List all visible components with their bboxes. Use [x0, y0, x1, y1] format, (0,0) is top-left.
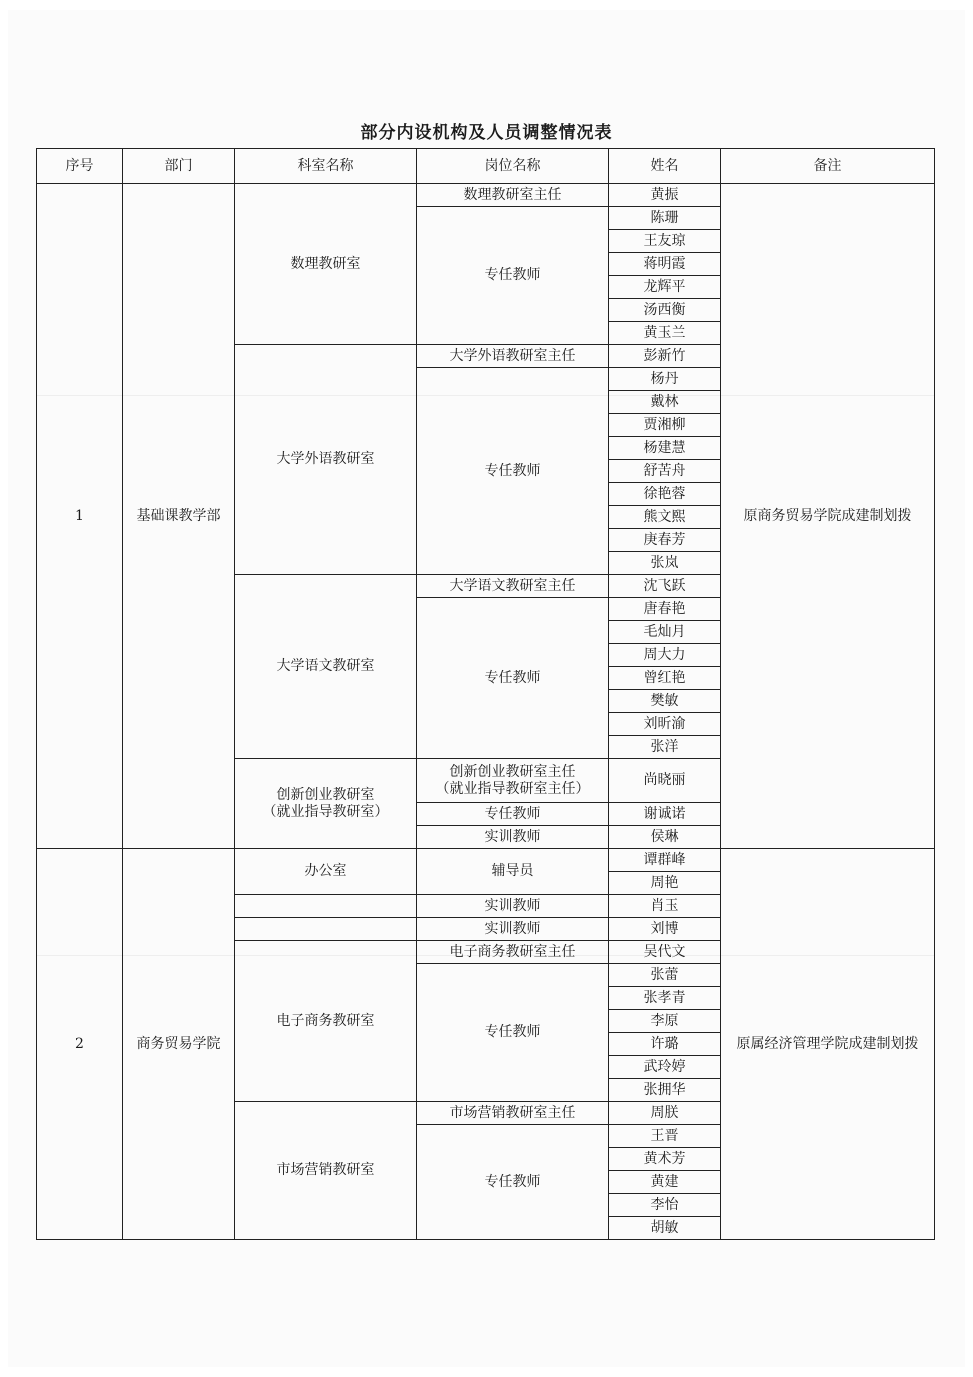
- person-name-cell: 汤西衡: [609, 299, 721, 322]
- person-name-cell: 张孝青: [609, 987, 721, 1010]
- person-name-cell: 彭新竹: [609, 345, 721, 368]
- person-name-cell: 谭群峰: [609, 849, 721, 872]
- office-name-cell: 市场营销教研室: [235, 1102, 417, 1240]
- group-number-cell: 1: [37, 184, 123, 849]
- office-name-cell: 创新创业教研室 （就业指导教研室）: [235, 759, 417, 849]
- person-name-cell: 肖玉: [609, 895, 721, 918]
- person-name-cell: 吴代文: [609, 941, 721, 964]
- office-name-cell: 办公室: [235, 849, 417, 895]
- person-name-cell: 戴林: [609, 391, 721, 414]
- person-name-cell: 周艳: [609, 872, 721, 895]
- person-name-cell: 王晋: [609, 1125, 721, 1148]
- post-name-cell: 创新创业教研室主任 （就业指导教研室主任）: [417, 759, 609, 803]
- remark-cell: 原商务贸易学院成建制划拨: [721, 184, 935, 849]
- person-name-cell: 杨丹: [609, 368, 721, 391]
- post-name-cell: 专任教师: [417, 598, 609, 759]
- post-name-cell: 大学外语教研室主任: [417, 345, 609, 368]
- office-name-cell: 大学外语教研室: [235, 345, 417, 575]
- person-name-cell: 黄术芳: [609, 1148, 721, 1171]
- person-name-cell: 陈珊: [609, 207, 721, 230]
- person-name-cell: 毛灿月: [609, 621, 721, 644]
- post-name-cell: 专任教师: [417, 964, 609, 1102]
- person-name-cell: 刘昕渝: [609, 713, 721, 736]
- person-name-cell: 刘博: [609, 918, 721, 941]
- person-name-cell: 尚晓丽: [609, 759, 721, 803]
- office-name-cell: 数理教研室: [235, 184, 417, 345]
- post-name-cell: 实训教师: [417, 895, 609, 918]
- header-cell-no: 序号: [37, 149, 123, 184]
- post-name-cell: 专任教师: [417, 1125, 609, 1240]
- post-name-cell: 市场营销教研室主任: [417, 1102, 609, 1125]
- person-name-cell: 许璐: [609, 1033, 721, 1056]
- office-name-cell: 电子商务教研室: [235, 941, 417, 1102]
- person-name-cell: 张洋: [609, 736, 721, 759]
- post-name-cell: 专任教师: [417, 207, 609, 345]
- group-number-cell: 2: [37, 849, 123, 1240]
- person-name-cell: 周大力: [609, 644, 721, 667]
- header-cell-post: 岗位名称: [417, 149, 609, 184]
- person-name-cell: 樊敏: [609, 690, 721, 713]
- person-name-cell: 李原: [609, 1010, 721, 1033]
- person-name-cell: 张岚: [609, 552, 721, 575]
- person-name-cell: 熊文熙: [609, 506, 721, 529]
- header-cell-note: 备注: [721, 149, 935, 184]
- person-name-cell: 蒋明霞: [609, 253, 721, 276]
- remark-cell: 原属经济管理学院成建制划拨: [721, 849, 935, 1240]
- person-name-cell: 曾红艳: [609, 667, 721, 690]
- header-row: [37, 149, 935, 184]
- person-name-cell: 黄振: [609, 184, 721, 207]
- header-cell-dept: 部门: [123, 149, 235, 184]
- person-name-cell: 武玲婷: [609, 1056, 721, 1079]
- person-name-cell: 徐艳蓉: [609, 483, 721, 506]
- post-name-cell: 专任教师: [417, 368, 609, 575]
- header-cell-office: 科室名称: [235, 149, 417, 184]
- post-name-cell: 大学语文教研室主任: [417, 575, 609, 598]
- person-name-cell: 龙辉平: [609, 276, 721, 299]
- table-body: [37, 184, 935, 1240]
- person-name-cell: 胡敏: [609, 1217, 721, 1240]
- person-name-cell: 侯琳: [609, 826, 721, 849]
- person-name-cell: 王友琼: [609, 230, 721, 253]
- person-name-cell: 黄建: [609, 1171, 721, 1194]
- person-name-cell: 唐春艳: [609, 598, 721, 621]
- office-name-cell: [235, 895, 417, 918]
- person-name-cell: 李怡: [609, 1194, 721, 1217]
- office-name-cell: 大学语文教研室: [235, 575, 417, 759]
- person-name-cell: 周朕: [609, 1102, 721, 1125]
- post-name-cell: 辅导员: [417, 849, 609, 895]
- person-name-cell: 贾湘柳: [609, 414, 721, 437]
- person-name-cell: 庚春芳: [609, 529, 721, 552]
- person-name-cell: 谢诚诺: [609, 803, 721, 826]
- person-name-cell: 舒苦舟: [609, 460, 721, 483]
- person-name-cell: 张蕾: [609, 964, 721, 987]
- department-cell: 基础课教学部: [123, 184, 235, 849]
- post-name-cell: 专任教师: [417, 803, 609, 826]
- table-row: [37, 184, 935, 207]
- header-cell-name: 姓名: [609, 149, 721, 184]
- post-name-cell: 实训教师: [417, 826, 609, 849]
- personnel-table: [36, 148, 935, 1240]
- person-name-cell: 沈飞跃: [609, 575, 721, 598]
- department-cell: 商务贸易学院: [123, 849, 235, 1240]
- person-name-cell: 杨建慧: [609, 437, 721, 460]
- table-row: [37, 849, 935, 872]
- person-name-cell: 张拥华: [609, 1079, 721, 1102]
- office-name-cell: [235, 918, 417, 941]
- post-name-cell: 数理教研室主任: [417, 184, 609, 207]
- post-name-cell: 电子商务教研室主任: [417, 941, 609, 964]
- document-title: 部分内设机构及人员调整情况表: [360, 123, 613, 143]
- post-name-cell: 实训教师: [417, 918, 609, 941]
- person-name-cell: 黄玉兰: [609, 322, 721, 345]
